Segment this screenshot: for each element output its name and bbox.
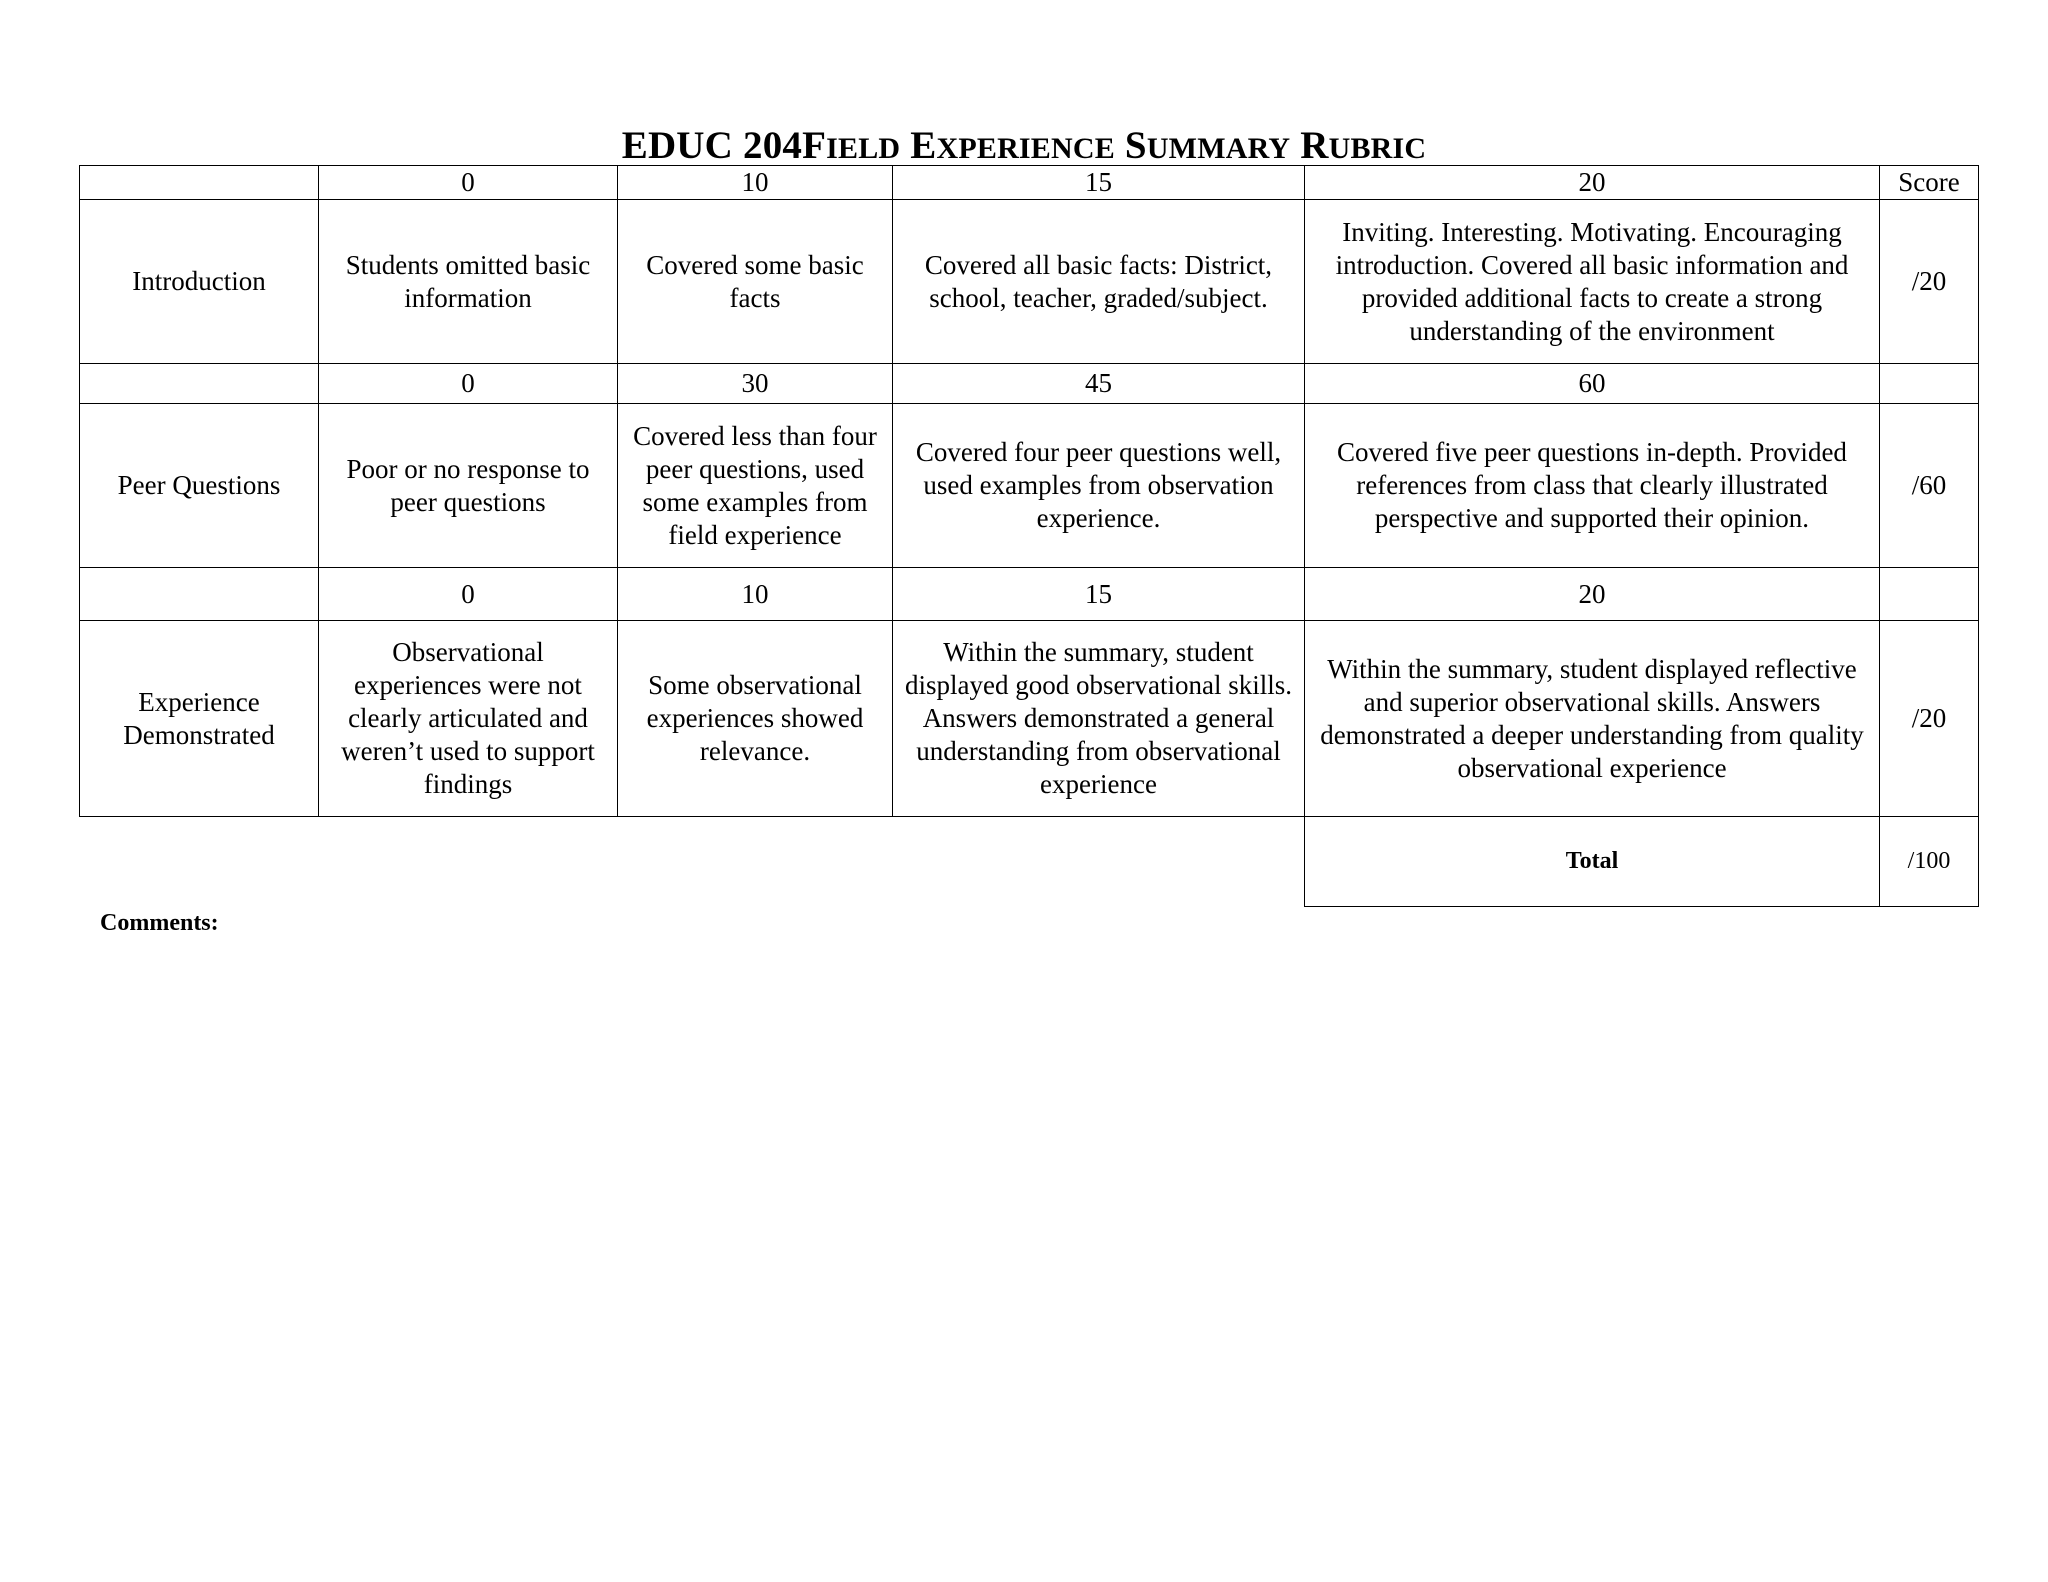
- descriptor-cell: Poor or no response to peer questions: [319, 404, 618, 568]
- points-cell: 20: [1305, 568, 1880, 621]
- criterion-header-cell: [80, 568, 319, 621]
- descriptor-cell: Inviting. Interesting. Motivating. Encouraging introduction. Covered all basic information and provided additional facts to create a strong understanding of the environment: [1305, 200, 1880, 364]
- descriptor-cell: Within the summary, student displayed good observational skills. Answers demonstrated a general understanding from observational experience: [893, 621, 1305, 817]
- points-cell: 15: [893, 166, 1305, 200]
- points-cell: 0: [319, 568, 618, 621]
- title-word-field: FIELD: [802, 124, 901, 168]
- descriptor-cell: Covered all basic facts: District, school, teacher, graded/subject.: [893, 200, 1305, 364]
- score-cell: /20: [1880, 200, 1979, 364]
- points-cell: 45: [893, 364, 1305, 404]
- comments-label: Comments:: [100, 910, 219, 936]
- criterion-header-cell: [80, 166, 319, 200]
- criterion-label: Peer Questions: [80, 404, 319, 568]
- descriptor-cell: Within the summary, student displayed reflective and superior observational skills. Answers demonstrated a deeper understanding from quality observational experience: [1305, 621, 1880, 817]
- title-word-experience: EXPERIENCE: [910, 124, 1115, 168]
- criterion-row-experience-demonstrated: [80, 621, 1979, 817]
- criterion-label: Introduction: [80, 200, 319, 364]
- descriptor-cell: Covered some basic facts: [618, 200, 893, 364]
- title-prefix: EDUC 204: [621, 124, 803, 168]
- total-row: [80, 817, 1979, 907]
- score-header-cell: [1880, 568, 1979, 621]
- criterion-row-introduction: [80, 200, 1979, 364]
- points-cell: 30: [618, 364, 893, 404]
- descriptor-cell: Observational experiences were not clearly articulated and weren’t used to support findings: [319, 621, 618, 817]
- criterion-label: Experience Demonstrated: [80, 621, 319, 817]
- score-cell: /20: [1880, 621, 1979, 817]
- score-header-cell: [1880, 364, 1979, 404]
- points-row-experience-demonstrated: [80, 568, 1979, 621]
- title-word-summary: SUMMARY: [1124, 124, 1291, 168]
- descriptor-cell: Students omitted basic information: [319, 200, 618, 364]
- total-spacer: [80, 817, 1305, 907]
- descriptor-cell: Covered less than four peer questions, used some examples from field experience: [618, 404, 893, 568]
- points-cell: 15: [893, 568, 1305, 621]
- title-word-rubric: RUBRIC: [1300, 124, 1427, 168]
- points-cell: 10: [618, 166, 893, 200]
- points-cell: 60: [1305, 364, 1880, 404]
- total-score: /100: [1880, 817, 1979, 907]
- score-header: Score: [1880, 166, 1979, 200]
- rubric-table: [79, 165, 1979, 907]
- descriptor-cell: Covered four peer questions well, used examples from observation experience.: [893, 404, 1305, 568]
- points-cell: 0: [319, 364, 618, 404]
- descriptor-cell: Some observational experiences showed relevance.: [618, 621, 893, 817]
- points-row-introduction: [80, 166, 1979, 200]
- points-cell: 10: [618, 568, 893, 621]
- points-cell: 0: [319, 166, 618, 200]
- descriptor-cell: Covered five peer questions in-depth. Provided references from class that clearly illustrated perspective and supported their opinion.: [1305, 404, 1880, 568]
- points-row-peer-questions: [80, 364, 1979, 404]
- points-cell: 20: [1305, 166, 1880, 200]
- total-label: Total: [1305, 817, 1880, 907]
- criterion-header-cell: [80, 364, 319, 404]
- criterion-row-peer-questions: [80, 404, 1979, 568]
- score-cell: /60: [1880, 404, 1979, 568]
